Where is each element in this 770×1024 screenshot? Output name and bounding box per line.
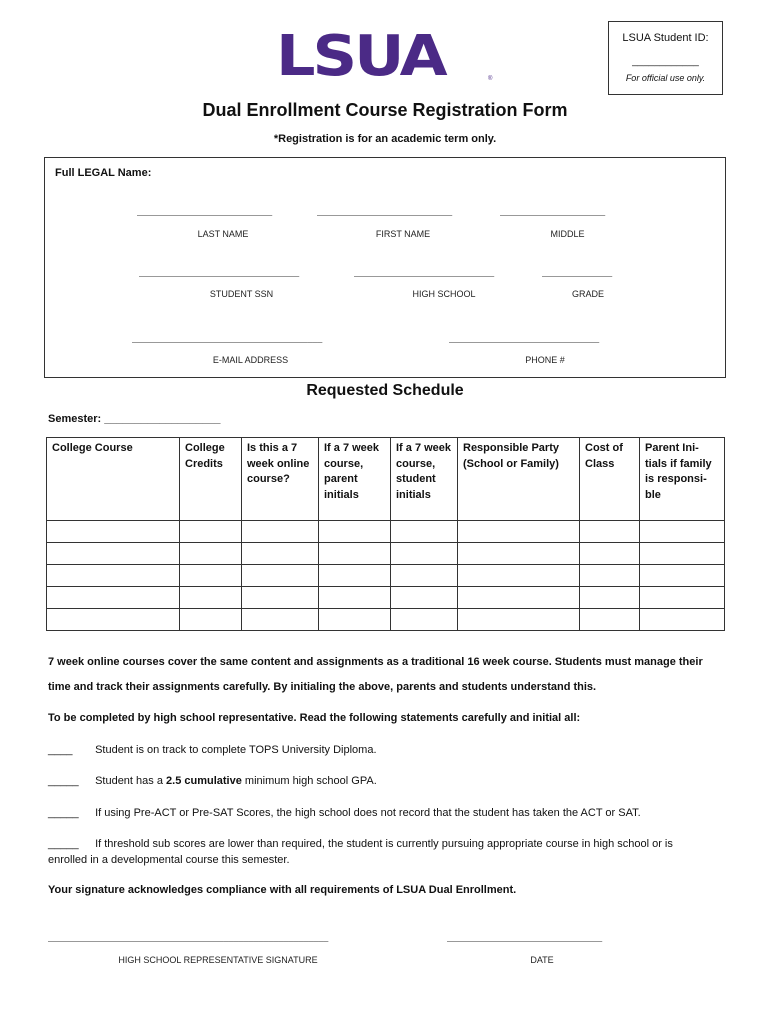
table-cell[interactable]	[391, 609, 458, 631]
official-use-note: For official use only.	[625, 73, 706, 83]
table-row	[47, 587, 725, 609]
initial-blank[interactable]: _____	[48, 838, 79, 850]
table-cell[interactable]	[180, 609, 242, 631]
col-responsible-party: Responsible Party (School or Family)	[458, 438, 580, 521]
statement-tops	[48, 742, 713, 758]
statement-text: minimum high school GPA.	[241, 775, 377, 787]
col-college-course: College Course	[47, 438, 180, 521]
table-cell[interactable]	[640, 609, 725, 631]
high-school-field[interactable]: ____________________________	[354, 267, 495, 277]
email-field[interactable]: ______________________________________	[132, 333, 323, 343]
seven-week-note-line1: 7 week online courses cover the same content and assignments as a traditional 16 week course. Students must manage their	[48, 656, 703, 668]
grade-caption: GRADE	[571, 289, 604, 299]
col-parent-initials-7wk: If a 7 week course, parent initials	[319, 438, 391, 521]
table-cell[interactable]	[319, 543, 391, 565]
table-row	[47, 521, 725, 543]
student-id-blank[interactable]: ____________	[632, 56, 699, 67]
statement-act-sat	[48, 805, 713, 821]
form-title: Dual Enrollment Course Registration Form	[202, 100, 568, 120]
table-cell[interactable]	[458, 609, 580, 631]
table-cell[interactable]	[242, 565, 319, 587]
table-cell[interactable]	[47, 565, 180, 587]
student-ssn-field[interactable]: ________________________________	[139, 267, 300, 277]
registered-mark: ®	[488, 76, 493, 82]
statement-gpa	[48, 773, 713, 789]
initial-blank[interactable]: _____	[48, 775, 79, 787]
table-cell[interactable]	[580, 587, 640, 609]
signature-caption: HIGH SCHOOL REPRESENTATIVE SIGNATURE	[118, 955, 318, 965]
date-caption: DATE	[530, 955, 554, 965]
table-cell[interactable]	[319, 521, 391, 543]
col-cost-of-class: Cost of Class	[580, 438, 640, 521]
table-cell[interactable]	[391, 565, 458, 587]
table-cell[interactable]	[580, 543, 640, 565]
table-row	[47, 609, 725, 631]
requested-schedule-title: Requested Schedule	[306, 382, 464, 399]
student-id-box	[608, 21, 723, 95]
table-cell[interactable]	[319, 565, 391, 587]
table-cell[interactable]	[47, 543, 180, 565]
table-cell[interactable]	[391, 543, 458, 565]
student-ssn-caption: STUDENT SSN	[209, 289, 274, 299]
statement-text: If threshold sub scores are lower than required, the student is currently pursuing appropriate course in high school or is enrolled in a developmental course this semester.	[48, 838, 673, 866]
schedule-table	[46, 437, 725, 631]
col-student-initials-7wk: If a 7 week course, student initials	[391, 438, 458, 521]
table-cell[interactable]	[640, 521, 725, 543]
table-cell[interactable]	[458, 543, 580, 565]
phone-caption: PHONE #	[525, 355, 565, 365]
student-info-box	[44, 157, 726, 378]
table-cell[interactable]	[47, 609, 180, 631]
table-cell[interactable]	[180, 587, 242, 609]
table-cell[interactable]	[242, 521, 319, 543]
last-name-caption: LAST NAME	[197, 229, 249, 239]
table-cell[interactable]	[180, 543, 242, 565]
table-cell[interactable]	[391, 521, 458, 543]
table-cell[interactable]	[580, 609, 640, 631]
table-cell[interactable]	[640, 543, 725, 565]
table-cell[interactable]	[580, 565, 640, 587]
middle-name-caption: MIDDLE	[550, 229, 585, 239]
signature-acknowledgement: Your signature acknowledges compliance with all requirements of LSUA Dual Enrollment.	[48, 884, 517, 896]
signature-field[interactable]: ________________________________________________________	[48, 932, 329, 942]
table-cell[interactable]	[180, 565, 242, 587]
table-row	[47, 565, 725, 587]
table-header-row	[47, 438, 725, 521]
initial-blank[interactable]: ____	[48, 744, 73, 756]
table-cell[interactable]	[640, 587, 725, 609]
table-cell[interactable]	[319, 587, 391, 609]
table-row	[47, 543, 725, 565]
seven-week-note-line2: time and track their assignments carefully. By initialing the above, parents and students understand this.	[48, 681, 597, 693]
table-cell[interactable]	[47, 521, 180, 543]
student-id-label: LSUA Student ID:	[622, 32, 709, 44]
first-name-caption: FIRST NAME	[375, 229, 431, 239]
phone-field[interactable]: ______________________________	[449, 333, 600, 343]
col-parent-initials-family: Parent Ini-tials if family is responsi-ble	[640, 438, 725, 521]
first-name-field[interactable]: ___________________________	[317, 206, 453, 216]
initial-blank[interactable]: _____	[48, 807, 79, 819]
date-field[interactable]: _______________________________	[447, 932, 603, 942]
table-cell[interactable]	[391, 587, 458, 609]
table-cell[interactable]	[458, 521, 580, 543]
middle-name-field[interactable]: _____________________	[500, 206, 606, 216]
table-cell[interactable]	[180, 521, 242, 543]
col-college-credits: College Credits	[180, 438, 242, 521]
high-school-caption: HIGH SCHOOL	[412, 289, 476, 299]
hs-rep-instructions: To be completed by high school representative. Read the following statements carefully and initial all:	[48, 712, 581, 724]
semester-field[interactable]: Semester: ___________________	[48, 413, 221, 425]
statement-sub-scores	[48, 836, 713, 868]
table-cell[interactable]	[242, 609, 319, 631]
table-cell[interactable]	[640, 565, 725, 587]
statement-text: Student is on track to complete TOPS University Diploma.	[95, 744, 377, 756]
statement-text: If using Pre-ACT or Pre-SAT Scores, the high school does not record that the student has taken the ACT or SAT.	[95, 807, 641, 819]
table-cell[interactable]	[458, 565, 580, 587]
table-cell[interactable]	[242, 543, 319, 565]
lsua-logo: LSUA	[276, 22, 445, 89]
statement-bold: 2.5 cumulative	[166, 775, 242, 787]
email-caption: E-MAIL ADDRESS	[212, 355, 289, 365]
table-cell[interactable]	[47, 587, 180, 609]
table-cell[interactable]	[319, 609, 391, 631]
grade-field[interactable]: ______________	[542, 267, 613, 277]
col-seven-week-online: Is this a 7 week online course?	[242, 438, 319, 521]
table-cell[interactable]	[242, 587, 319, 609]
last-name-field[interactable]: ___________________________	[137, 206, 273, 216]
form-subtitle: *Registration is for an academic term only.	[273, 133, 497, 145]
full-legal-name-label: Full LEGAL Name:	[55, 167, 152, 179]
table-cell[interactable]	[580, 521, 640, 543]
table-cell[interactable]	[458, 587, 580, 609]
statement-text: Student has a	[95, 775, 167, 787]
